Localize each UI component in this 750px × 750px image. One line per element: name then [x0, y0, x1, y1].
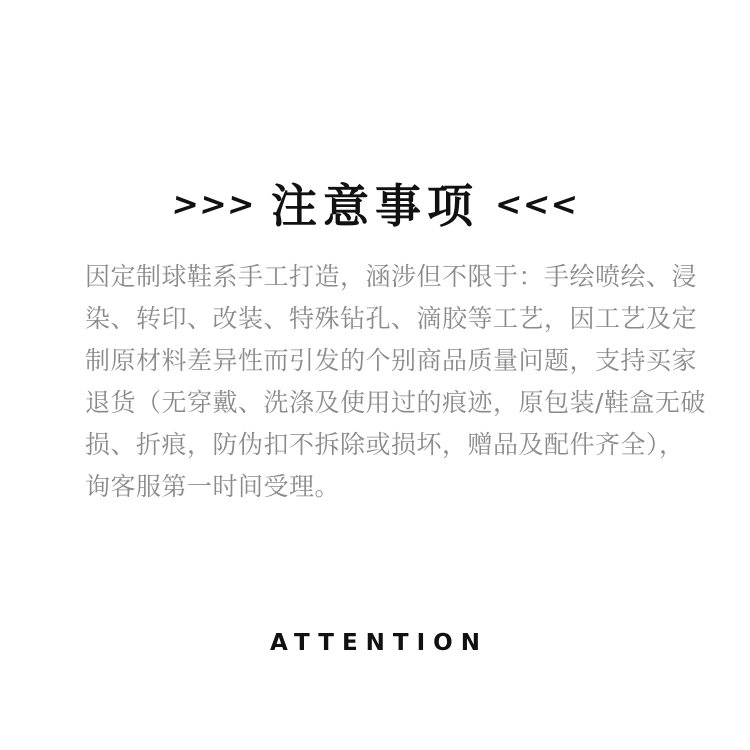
- notice-line-5: 损、折痕，防伪扣不拆除或损坏，赠品及配件齐全），: [85, 430, 685, 459]
- title-left-arrows-icon: >>>: [169, 185, 258, 223]
- page-title: [0, 178, 750, 234]
- notice-paragraph: [85, 256, 706, 508]
- page-title-text: 注意事项: [271, 179, 479, 233]
- notice-line-3: 制原材料差异性而引发的个别商品质量问题，支持买家: [85, 346, 698, 375]
- title-right-arrows-icon: <<<: [493, 185, 581, 223]
- notice-line-1: 因定制球鞋系手工打造，涵涉但不限于：手绘喷绘、浸: [85, 262, 698, 291]
- attention-label: ATTENTION: [270, 629, 488, 657]
- notice-line-4: 退货（无穿戴、洗涤及使用过的痕迹，原包装/鞋盒无破: [85, 388, 706, 417]
- notice-line-6: 询客服第一时间受理。: [85, 472, 341, 501]
- notice-line-2: 染、转印、改装、特殊钻孔、滴胶等工艺，因工艺及定: [85, 304, 698, 333]
